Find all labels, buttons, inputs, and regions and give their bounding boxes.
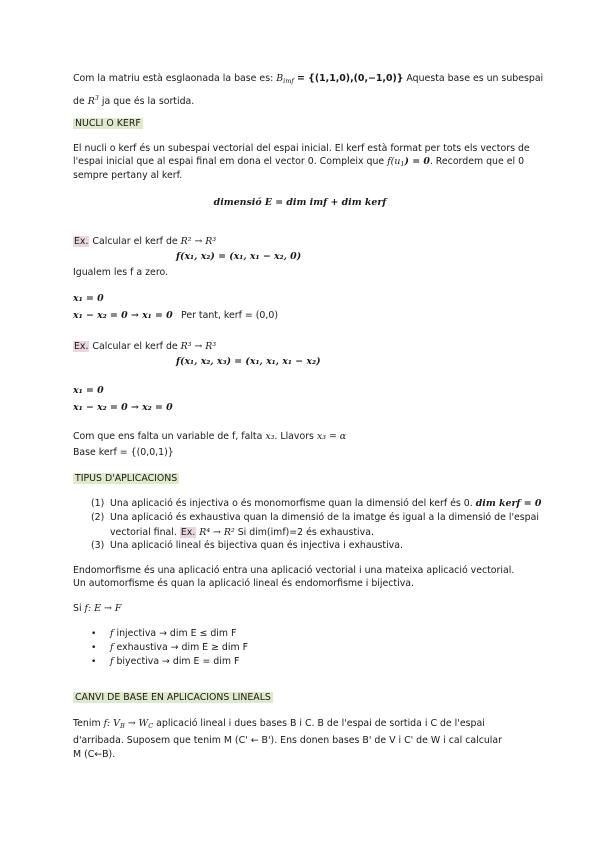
example1-eq2: x₁ − x₂ = 0 → x₁ = 0 [73, 310, 173, 321]
ex-label: Ex. [180, 527, 196, 538]
example1-eq1: x₁ = 0 [73, 293, 104, 304]
math-fu1: $f(u_1) = 0$ [387, 156, 430, 168]
heading-canvi [73, 692, 273, 704]
bullet-item-biyectiva: f biyectiva → dim E = dim F [110, 656, 240, 667]
list-item-3-number: (3) [91, 540, 105, 551]
text: Com la matriu està esglaonada la base es: [73, 73, 277, 84]
text: Aquesta base es un subespai [403, 73, 544, 84]
bullet-dot: • [91, 657, 97, 667]
math-map: R³ → R³ [180, 341, 217, 352]
example1-title: Ex. Calcular el kerf de R² → R³ [74, 236, 217, 247]
paragraph-base-line1 [73, 73, 543, 87]
bullet-item-injectiva: f injectiva → dim E ≤ dim F [110, 628, 237, 639]
math-R3: $R^3$ [87, 94, 99, 107]
heading-nucli [73, 118, 143, 130]
list-item-2-line2: vectorial final. Ex. R⁴ → R² Si dim(imf)=2 és exhaustiva. [110, 527, 374, 538]
math-f-map: f: $V_B \to W_C$ [103, 718, 154, 730]
list-item-1-number: (1) [91, 498, 105, 509]
bullet-dot: • [91, 643, 97, 653]
list-item-2-number: (2) [91, 512, 105, 523]
math-B: $B_{imf}$ [276, 73, 294, 85]
list-item-2-line1: Una aplicació és exhaustiva quan la dimensió de la imatge és igual a la dimensió de l'espai [110, 512, 539, 523]
ex-label: Ex. [74, 341, 89, 352]
example2-title: Ex. Calcular el kerf de R³ → R³ [74, 341, 217, 352]
math-map: R² → R³ [180, 236, 217, 247]
heading-tipus [73, 473, 179, 485]
list-item-3: Una aplicació lineal és bijectiva quan és injectiva i exhaustiva. [110, 540, 403, 551]
example2-missing-var: Com que ens falta un variable de f, falta x₃. Llavors x₃ = α [73, 431, 347, 442]
example2-eq2: x₁ − x₂ = 0 → x₂ = 0 [73, 402, 173, 413]
example2-function: f(x₁, x₂, x₃) = (x₁, x₁, x₁ − x₂) [176, 356, 321, 367]
canvi-line2: d'arribada. Suposem que tenim M (C' ← B'). Ens donen bases B' de V i C' de W i cal calcular [73, 735, 503, 746]
kerf-line2: l'espai inicial que al espai final em dona el vector 0. Compleix que $f(u_1) = 0$. Recordem que el 0 [73, 156, 525, 168]
heading-text: TIPUS D'APLICACIONS [75, 473, 178, 484]
example1-function: f(x₁, x₂) = (x₁, x₁ − x₂, 0) [176, 251, 302, 262]
endomorfisme-text: Endomorfisme és una aplicació entra una aplicació vectorial i una mateixa aplicació vectorial. [73, 565, 515, 576]
bullet-dot: • [91, 629, 97, 639]
paragraph-base-line2: de $R^3$ ja que és la sortida. [73, 94, 195, 107]
automorfisme-text: Un automorfisme és quan la aplicació lineal és endomorfisme i bijectiva. [73, 578, 414, 589]
heading-text: CANVI DE BASE EN APLICACIONS LINEALS [75, 692, 271, 703]
kerf-line3: sempre pertany al kerf. [73, 170, 183, 181]
example1-result: Per tant, kerf = (0,0) [181, 310, 278, 321]
example2-base: Base kerf = {(0,0,1)} [73, 447, 174, 458]
list-item-1: Una aplicació és injectiva o és monomorfisme quan la dimensió del kerf és 0. dim kerf = 0 [110, 498, 542, 509]
si-f-line: Si f: E → F [73, 603, 122, 614]
kerf-line1: El nucli o kerf és un subespai vectorial del espai inicial. El kerf està format per tots els vectors de [73, 143, 530, 154]
example2-eq1: x₁ = 0 [73, 385, 104, 396]
bullet-item-exhaustiva: f exhaustiva → dim E ≥ dim F [110, 642, 248, 653]
dimension-formula: dimensió E = dim imf + dim kerf [213, 197, 387, 208]
example1-igualem: Igualem les f a zero. [73, 267, 169, 278]
ex-label: Ex. [74, 236, 89, 247]
math-base-set: = {(1,1,0),(0,−1,0)} [293, 73, 404, 84]
canvi-line1: Tenim f: $V_B \to W_C$ aplicació lineal i dues bases B i C. B de l'espai de sortida i C de l'espai [73, 718, 485, 730]
heading-text: NUCLI O KERF [75, 118, 141, 129]
math-dimkerf: dim kerf = 0 [475, 498, 542, 509]
canvi-line3: M (C←B). [73, 749, 116, 760]
